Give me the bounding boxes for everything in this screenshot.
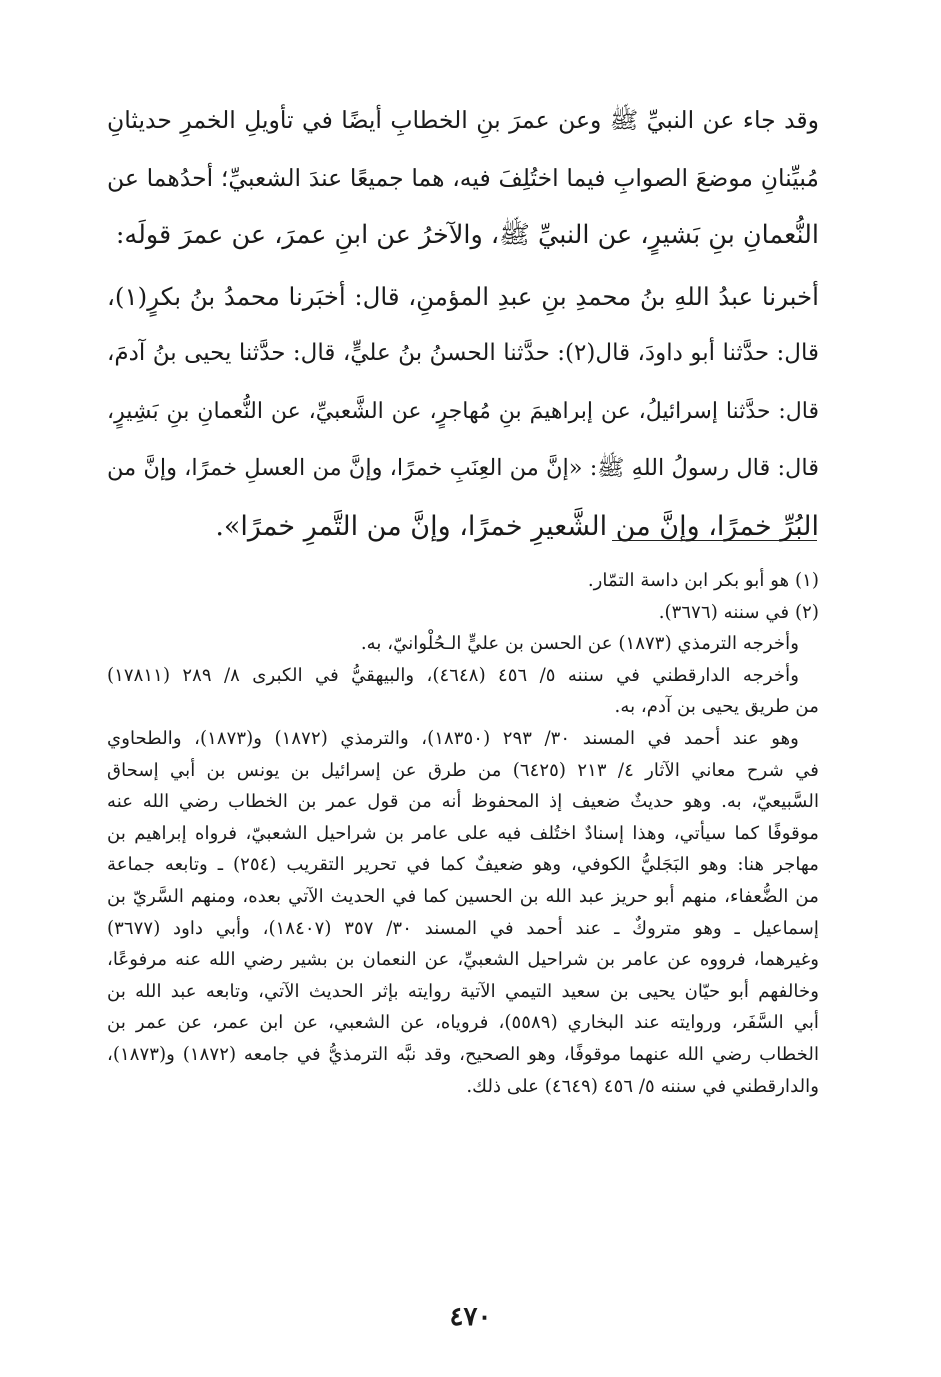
main-text-line: وقد جاء عن النبيِّ ﷺ وعن عمرَ بنِ الخطابِ أيضًا في تأويلِ الخمرِ حديثانِ — [107, 106, 819, 134]
footnote-line: والدارقطني في سننه ٥/ ٤٥٦ (٤٦٤٩) على ذلك. — [466, 1075, 819, 1097]
footnote-line: وخالفهم أبو حيّان يحيى بن سعيد التيمي الآتية روايته بإثر الحديث الآتي، وتابعه عبد الله بن — [107, 980, 819, 1002]
footnote-line: السَّبيعيّ، به. وهو حديثٌ ضعيف إذ المحفوظ أنه من قول عمر بن الخطاب رضي الله عنه — [107, 791, 819, 813]
footnote-line: وأخرجه الترمذي (١٨٧٣) عن الحسن بن عليٍّ الـحُلْوانيّ، به. — [360, 633, 799, 655]
footnote-line: من طريق يحيى بن آدم، به. — [614, 696, 819, 718]
main-text-line: قال: حدَّثنا إسرائيلُ، عن إبراهيمَ بنِ مُهاجرٍ، عن الشَّعبيِّ، عن النُّعمانِ بنِ بَشِيرٍ، — [107, 398, 819, 424]
footnote-mark: (٢) — [795, 601, 819, 623]
footnote-line: وهو عند أحمد في المسند ٣٠/ ٢٩٣ (١٨٣٥٠)، والترمذي (١٨٧٢) و(١٨٧٣)، والطحاوي — [107, 727, 799, 749]
main-text-line: أخبرنا عبدُ اللهِ بنُ محمدِ بنِ عبدِ المؤمنِ، قال: أخبَرنا محمدُ بنُ بكرٍ(١)، — [107, 281, 819, 311]
footnote-line: وغيرهما، فرووه عن عامر بن شراحيل الشعبيِّ، عن النعمان بن بشير رضي الله عنه مرفوعًا، — [107, 949, 819, 971]
footnote-mark: (١) — [795, 570, 819, 591]
main-text — [107, 92, 819, 555]
main-text-line: قال: حدَّثنا أبو داودَ، قال(٢): حدَّثنا الحسنُ بنُ عليٍّ، قال: حدَّثنا يحيى بنُ آدمَ، — [107, 340, 819, 366]
footnote-line: أبي السَّفَر، وروايته عند البخاري (٥٥٨٩)، فروياه، عن الشعبي، عن ابن عمر، عن عمر بن — [107, 1012, 819, 1034]
main-text-line: النُّعمانِ بنِ بَشيرٍ، عن النبيِّ ﷺ، والآخرُ عن ابنِ عمرَ، عن عمرَ قولَه: — [115, 220, 819, 250]
footnote-line: في شرح معاني الآثار ٤/ ٢١٣ (٦٤٢٥) من طرق عن إسرائيل بن يونس بن أبي إسحاق — [107, 759, 819, 781]
footnote-1 — [107, 565, 819, 597]
page-number: ٤٧٠ — [449, 1302, 492, 1332]
footnote-line: إسماعيل ـ وهو متروكٌ ـ عند أحمد في المسند ٣٠/ ٣٥٧ (١٨٤٠٧)، وأبي داود (٣٦٧٧) — [107, 917, 819, 939]
footnotes — [107, 565, 819, 1102]
footnote-line: مهاجر هنا: وهو البَجَليُّ الكوفي، وهو ضعيفٌ كما في تحرير التقريب (٢٥٤) ـ وتابعه جماعة — [107, 854, 819, 876]
footnote-line: موقوفًا كما سيأتي، وهذا إسنادٌ اختُلف فيه على عامر بن شراحيل الشعبيّ، فرواه إبراهيم بن — [107, 822, 819, 844]
footnote-text: في سننه (٣٦٧٦). — [658, 601, 790, 623]
main-text-line: قال: قال رسولُ اللهِ ﷺ: «إنَّ من العِنَبِ خمرًا، وإنَّ من العسلِ خمرًا، وإنَّ من — [107, 455, 819, 481]
footnote-2 — [107, 597, 819, 629]
main-text-line: مُبيِّنانِ موضعَ الصوابِ فيما اختُلِفَ فيه، هما جميعًا عندَ الشعبيِّ؛ أحدُهما عن — [107, 163, 819, 192]
footnote-line: وأخرجه الدارقطني في سننه ٥/ ٤٥٦ (٤٦٤٨)، والبيهقيُّ في الكبرى ٨/ ٢٨٩ (١٧٨١١) — [107, 664, 799, 686]
footnote-text: هو أبو بكر ابن داسة التمّار. — [587, 570, 790, 591]
footnote-line: الخطاب رضي الله عنهما موقوفًا، وهو الصحيح، وقد نبَّه الترمذيُّ في جامعه (١٨٧٢) و(١٨٧٣)، — [107, 1043, 819, 1065]
footnote-separator — [612, 540, 817, 541]
footnote-line: من الضُّعفاء، منهم أبو حريز عبد الله بن الحسين كما في الحديث الآتي بعده، ومنهم السَّريّ بن — [107, 885, 819, 907]
main-text-line: البُرِّ خمرًا، وإنَّ من الشَّعيرِ خمرًا، وإنَّ من التَّمرِ خمرًا». — [215, 510, 819, 542]
